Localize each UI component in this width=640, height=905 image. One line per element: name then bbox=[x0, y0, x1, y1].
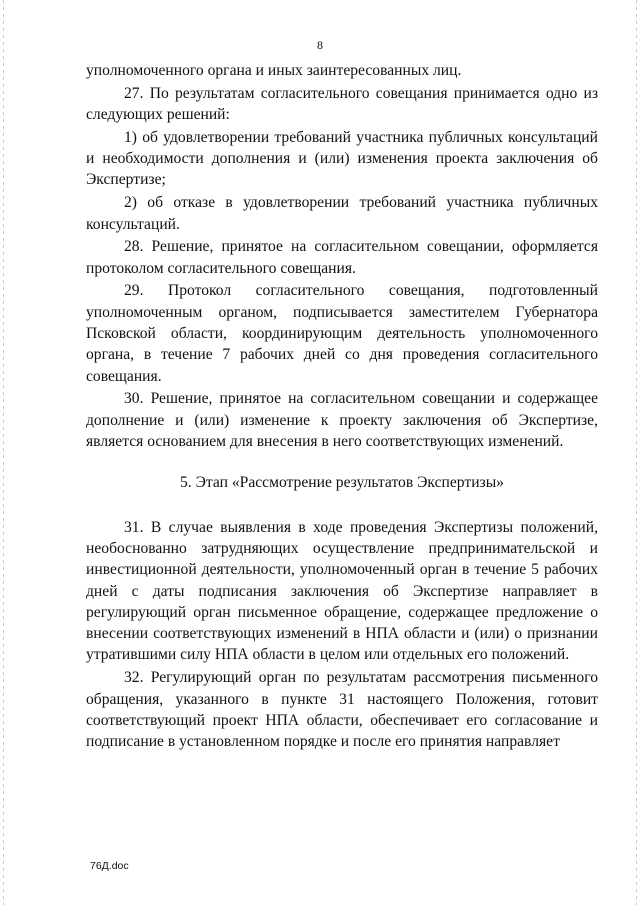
section-heading: 5. Этап «Рассмотрение результатов Экспертизы» bbox=[180, 474, 504, 492]
paragraph-27-item-1: 1) об удовлетворении требований участника публичных консультаций и необходимости дополнения и (или) изменения проекта заключения об Экспертизе; bbox=[86, 128, 598, 189]
paragraph-continuation: уполномоченного органа и иных заинтересованных лиц. bbox=[86, 62, 462, 79]
paragraph-27-item-2: 2) об отказе в удовлетворении требований участника публичных консультаций. bbox=[86, 194, 598, 233]
page-number: 8 bbox=[317, 38, 323, 52]
scan-edge-right bbox=[636, 0, 637, 905]
scan-edge-left bbox=[3, 0, 4, 905]
document-body bbox=[86, 60, 598, 754]
paragraph-27: 27. По результатам согласительного совещания принимается одно из следующих решений: bbox=[86, 84, 598, 124]
paragraph-28: 28. Решение, принятое на согласительном совещании, оформляется протоколом согласительного совещания. bbox=[86, 238, 598, 277]
paragraph-32: 32. Регулирующий орган по результатам рассмотрения письменного обращения, указанного в пункте 31 настоящего Положения, готовит соответствующий проект НПА области, обеспечивает его согласование и подписание в установленном порядке и после его принятия направляет bbox=[86, 669, 598, 751]
footer-filename: 76Д.doc bbox=[90, 860, 129, 872]
paragraph-31: 31. В случае выявления в ходе проведения Экспертизы положений, необоснованно затрудняющих осуществление предпринимательской и инвестиционной деятельности, уполномоченный орган в течение 5 рабочих дней с даты подписания заключения об Экспертизе направляет в регулирующий орган письменное обращение, содержащее предложение о внесении соответствующих изменений в НПА области и (или) о признании утратившими силу НПА области в целом или отдельных его положений. bbox=[86, 518, 598, 664]
paragraph-29: 29. Протокол согласительного совещания, подготовленный уполномоченным органом, подписывается заместителем Губернатора Псковской области, координирующим деятельность уполномоченного органа, в течение 7 рабочих дней со дня проведения согласительного совещания. bbox=[86, 282, 598, 385]
paragraph-30: 30. Решение, принятое на согласительном совещании и содержащее дополнение и (или) изменение к проекту заключения об Экспертизе, является основанием для внесения в него соответствующих изменений. bbox=[86, 390, 598, 451]
